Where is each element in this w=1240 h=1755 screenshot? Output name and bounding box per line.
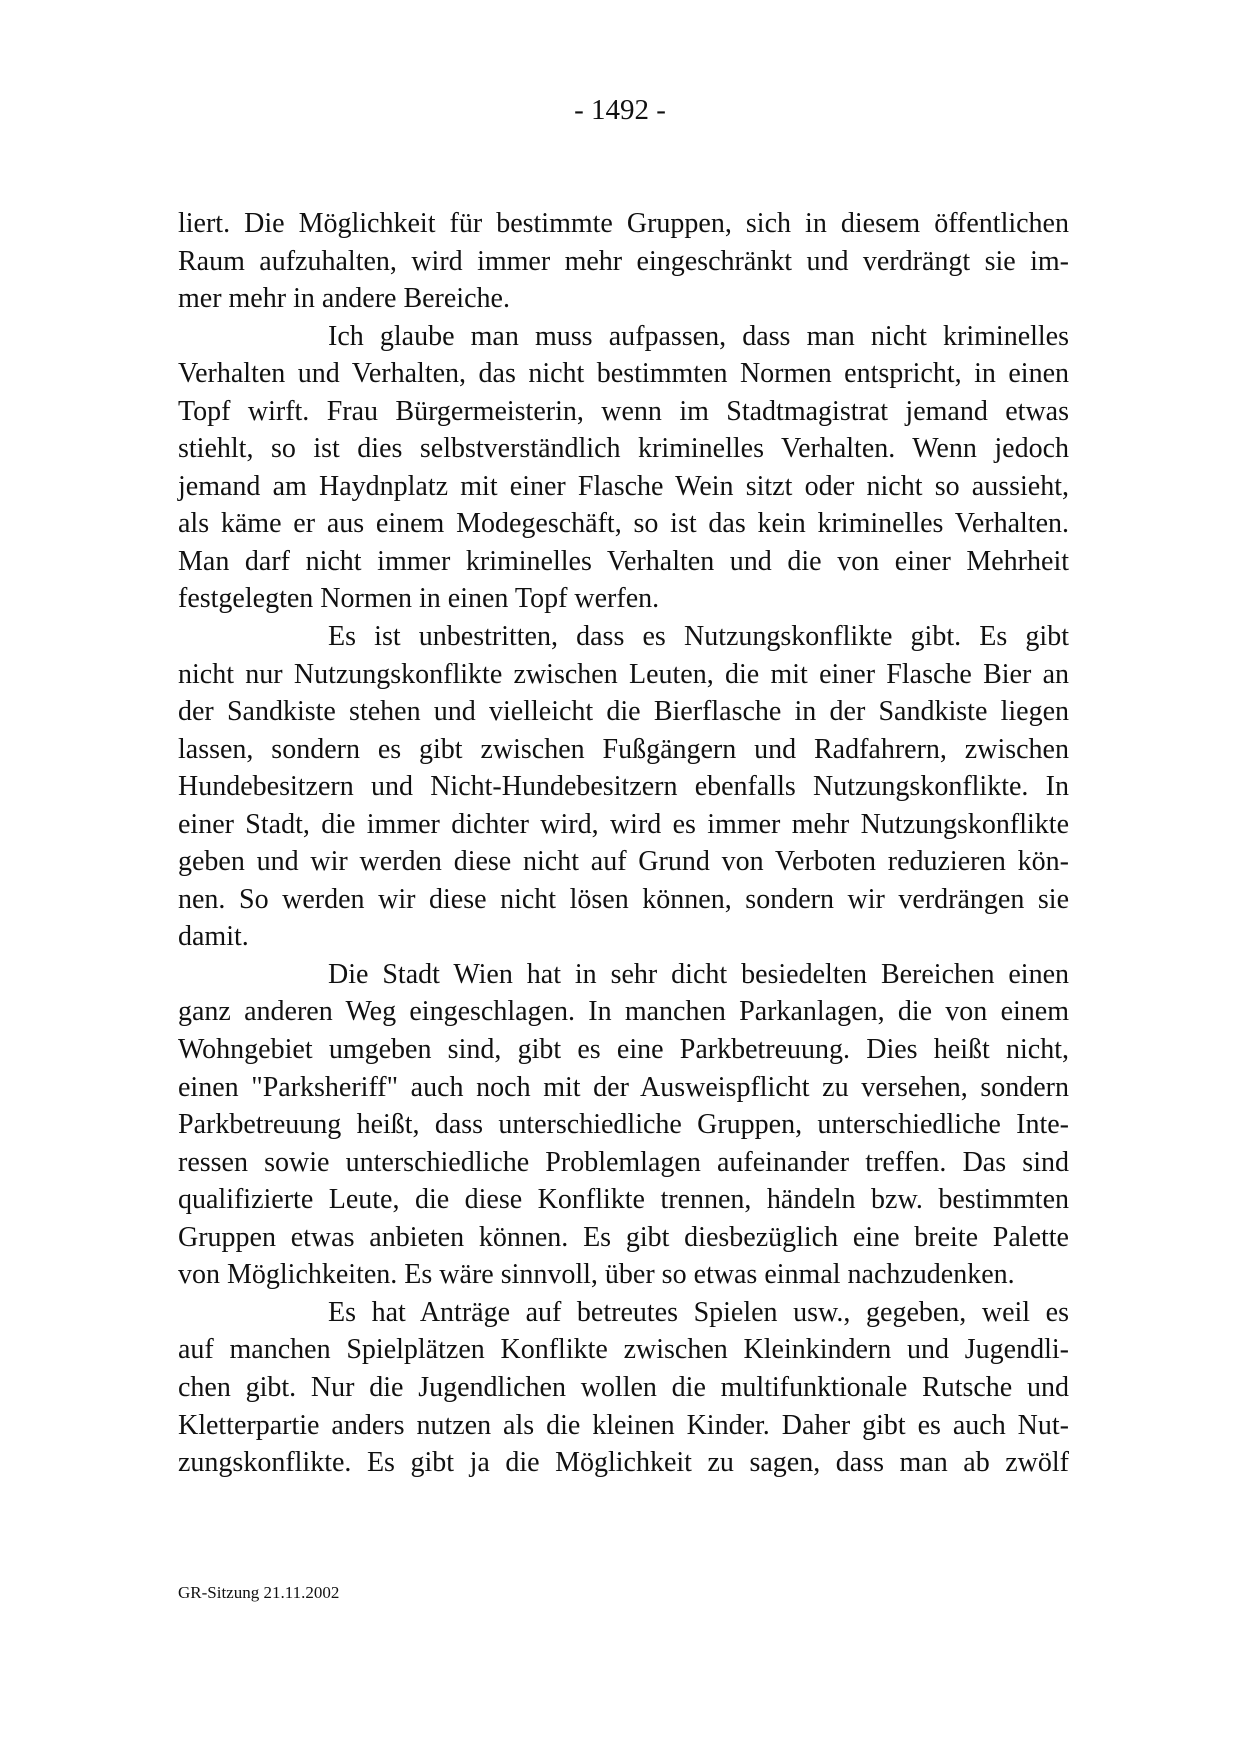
text-line: Wohngebiet umgeben sind, gibt es eine Parkbetreuung. Dies heißt nicht, <box>178 1034 1069 1066</box>
paragraph-first-line: Die Stadt Wien hat in sehr dicht besiedelten Bereichen einen <box>328 958 1069 990</box>
text-line: Raum aufzuhalten, wird immer mehr eingeschränkt und verdrängt sie im- <box>178 245 1069 277</box>
text-line: der Sandkiste stehen und vielleicht die Bierflasche in der Sandkiste liegen <box>178 696 1069 728</box>
text-line: auf manchen Spielplätzen Konflikte zwischen Kleinkindern und Jugendli- <box>178 1334 1069 1366</box>
paragraph-first-line: Es hat Anträge auf betreutes Spielen usw., gegeben, weil es <box>328 1296 1069 1328</box>
text-line: ganz anderen Weg eingeschlagen. In manchen Parkanlagen, die von einem <box>178 996 1069 1028</box>
text-line: als käme er aus einem Modegeschäft, so ist das kein kriminelles Verhalten. <box>178 508 1069 540</box>
text-line: jemand am Haydnplatz mit einer Flasche Wein sitzt oder nicht so aussieht, <box>178 470 1069 502</box>
text-line: ressen sowie unterschiedliche Problemlagen aufeinander treffen. Das sind <box>178 1146 1069 1178</box>
page-footer: GR-Sitzung 21.11.2002 <box>178 1583 340 1602</box>
text-line: von Möglichkeiten. Es wäre sinnvoll, über so etwas einmal nachzudenken. <box>178 1259 1015 1291</box>
text-line: qualifizierte Leute, die diese Konflikte trennen, händeln bzw. bestimmten <box>178 1184 1069 1216</box>
text-line: Parkbetreuung heißt, dass unterschiedliche Gruppen, unterschiedliche Inte- <box>178 1109 1069 1141</box>
text-line: Gruppen etwas anbieten können. Es gibt diesbezüglich eine breite Palette <box>178 1221 1069 1253</box>
body-text <box>178 205 1069 1482</box>
text-line: Man darf nicht immer kriminelles Verhalten und die von einer Mehrheit <box>178 545 1069 577</box>
text-line: liert. Die Möglichkeit für bestimmte Gruppen, sich in diesem öffentlichen <box>178 208 1069 239</box>
text-line: mer mehr in andere Bereiche. <box>178 283 510 315</box>
page-number: - 1492 - <box>574 94 666 126</box>
text-line: nicht nur Nutzungskonflikte zwischen Leuten, die mit einer Flasche Bier an <box>178 658 1069 690</box>
text-line: zungskonflikte. Es gibt ja die Möglichkeit zu sagen, dass man ab zwölf <box>178 1447 1069 1479</box>
paragraph-first-line: Es ist unbestritten, dass es Nutzungskonflikte gibt. Es gibt <box>328 621 1069 653</box>
text-line: Verhalten und Verhalten, das nicht bestimmten Normen entspricht, in einen <box>178 358 1069 390</box>
text-line: damit. <box>178 921 249 953</box>
text-line: Kletterpartie anders nutzen als die kleinen Kinder. Daher gibt es auch Nut- <box>178 1409 1069 1441</box>
text-line: lassen, sondern es gibt zwischen Fußgängern und Radfahrern, zwischen <box>178 733 1069 765</box>
text-line: chen gibt. Nur die Jugendlichen wollen die multifunktionale Rutsche und <box>178 1371 1069 1403</box>
text-line: Topf wirft. Frau Bürgermeisterin, wenn im Stadtmagistrat jemand etwas <box>178 395 1069 427</box>
text-line: einen "Parksheriff" auch noch mit der Ausweispflicht zu versehen, sondern <box>178 1071 1069 1103</box>
text-line: einer Stadt, die immer dichter wird, wird es immer mehr Nutzungskonflikte <box>178 808 1069 840</box>
paragraph-first-line: Ich glaube man muss aufpassen, dass man nicht kriminelles <box>328 320 1069 352</box>
text-line: stiehlt, so ist dies selbstverständlich kriminelles Verhalten. Wenn jedoch <box>178 433 1069 465</box>
text-line: nen. So werden wir diese nicht lösen können, sondern wir verdrängen sie <box>178 883 1069 915</box>
text-line: geben und wir werden diese nicht auf Grund von Verboten reduzieren kön- <box>178 846 1069 878</box>
text-line: Hundebesitzern und Nicht-Hundebesitzern ebenfalls Nutzungskonflikte. In <box>178 771 1069 803</box>
text-line: festgelegten Normen in einen Topf werfen. <box>178 583 660 615</box>
